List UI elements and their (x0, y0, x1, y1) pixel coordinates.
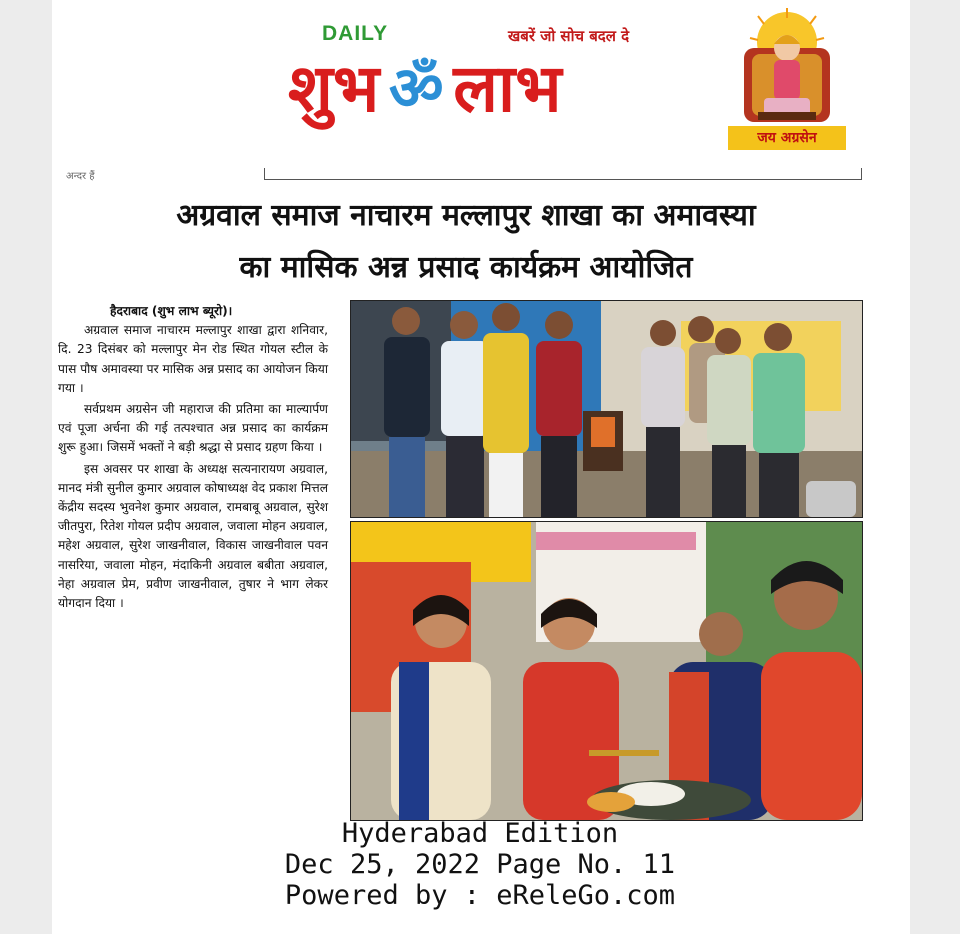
article-paragraph-1: अग्रवाल समाज नाचारम मल्लापुर शाखा द्वारा शनिवार, दि. 23 दिसंबर को मल्लापुर मेन रोड स्थित गोयल स्टील के पास पौष अमावस्या पर मासिक अन्न प्रसाद का आयोजन किया गया । (58, 323, 328, 395)
edition-footer (200, 818, 760, 911)
footer-powered-by: Powered by : eReleGo.com (284, 880, 676, 911)
article-paragraph-2: सर्वप्रथम अग्रसेन जी महाराज की प्रतिमा का माल्यार्पण एवं पूजा अर्चना की गई तत्पश्चात अन्न प्रसाद का कार्यक्रम शुरू हुआ। जिसमें भक्तों ने बड़ी श्रद्धा से प्रसाद ग्रहण किया । (58, 402, 328, 455)
rule-right-tick (861, 168, 862, 180)
om-icon: ॐ (388, 54, 444, 124)
photo-serving (350, 521, 863, 821)
newspaper-logo (288, 44, 684, 134)
masthead-tagline: खबरें जो सोच बदल दे (508, 27, 630, 45)
seal-caption: जय अग्रसेन (728, 126, 846, 150)
article-dateline: हैदराबाद (शुभ लाभ ब्यूरो)। (110, 304, 233, 318)
footer-edition: Hyderabad Edition (341, 818, 619, 849)
serving-photo-image (351, 522, 862, 820)
cutoff-text: अन्दर हैं (66, 171, 95, 182)
agrasen-figure-icon (728, 8, 846, 126)
article-body (58, 302, 328, 615)
group-photo-image (351, 301, 862, 517)
masthead-daily: DAILY (322, 22, 389, 45)
headline (70, 190, 862, 294)
logo-word-right: लाभ (453, 50, 562, 127)
article-paragraph-3: इस अवसर पर शाखा के अध्यक्ष सत्यनारायण अग्रवाल, मानद मंत्री सुनील कुमार अग्रवाल कोषाध्यक्ष वेद प्रकाश मित्तल केंद्रीय सदस्य भुवनेश कुमार अग्रवाल, रामबाबू अग्रवाल, सुरेश जीतपुरा, रितेश गोयल प्रदीप अग्रवाल, जवाला मोहन अग्रवाल, महेश अग्रवाल, सुरेश जाखनीवाल, विकास जाखनीवाल पवन नासरिया, जवाला मोहन, मंदाकिनी अग्रवाल बबीता अग्रवाल, नेहा अग्रवाल प्रेम, प्रवीण जाखनीवाल, तुषार ने भाग लेकर योगदान दिया । (58, 461, 328, 611)
headline-line-2: का मासिक अन्न प्रसाद कार्यक्रम आयोजित (239, 250, 693, 285)
footer-date-page: Dec 25, 2022 Page No. 11 (284, 849, 676, 880)
top-rule (264, 179, 862, 180)
headline-line-1: अग्रवाल समाज नाचारम मल्लापुर शाखा का अमावस्या (176, 198, 756, 233)
masthead (286, 14, 686, 149)
agrasen-seal (728, 8, 846, 150)
logo-word-left: शुभ (288, 50, 380, 127)
photo-group (350, 300, 863, 518)
